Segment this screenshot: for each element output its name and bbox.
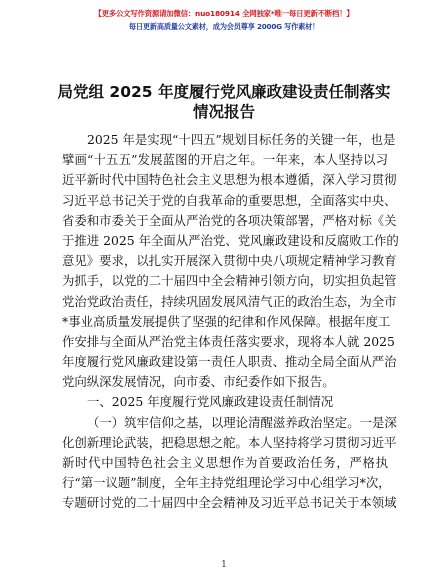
body-line: 于推进 2025 年全面从严治党、党风廉政建设和反腐败工作的	[62, 232, 399, 248]
body-line: 擘画“十五五”发展蓝图的开启之年。一年来，本人坚持以习	[62, 152, 388, 168]
body-line: 近平新时代中国特色社会主义思想为根本遵循，深入学习贯彻	[62, 172, 397, 188]
body-line: 为抓手，以党的二十届四中全会精神引领方向，切实担负起管	[62, 273, 397, 289]
body-line: 专题研讨党的二十届四中全会精神及习近平总书记关于本领域	[62, 495, 397, 511]
document-title-line-2: 情况报告	[192, 103, 255, 121]
page-number: 1	[221, 560, 227, 570]
body-line: 年度履行党风廉政建设第一责任人职责、推动全局全面从严治	[62, 354, 397, 370]
body-line: 习近平总书记关于党的自我革命的重要思想，全面落实中央、	[62, 192, 397, 208]
body-line: 作安排与全面从严治党主体责任落实要求，现将本人就 2025	[62, 333, 395, 349]
body-line: 省委和市委关于全面从严治党的各项决策部署，严格对标《关	[62, 212, 397, 228]
promo-banner-line-2: 每日更新高质量公文素材，成为会员尊享 2000G 写作素材！	[128, 22, 320, 31]
document-title-line-1: 局党组 2025 年度履行党风廉政建设责任制落实	[57, 83, 391, 101]
body-line: 化创新理论武装，把稳思想之舵。本人坚持将学习贯彻习近平	[62, 434, 397, 450]
body-line: 新时代中国特色社会主义思想作为首要政治任务，严格执	[62, 455, 388, 470]
body-line: *事业高质量发展提供了坚强的纪律和作风保障。根据年度工	[62, 313, 391, 329]
section-heading: 一、2025 年度履行党风廉政建设责任制情况	[87, 394, 334, 410]
document-body	[62, 130, 399, 514]
body-line: 意见》要求，以扎实开展深入贯彻中央八项规定精神学习教育	[62, 253, 397, 269]
body-line: （一）筑牢信仰之基，以理论清醒滋养政治坚定。一是深	[87, 414, 397, 430]
body-line: 2025 年是实现“十四五”规划目标任务的关键一年，也是	[87, 132, 396, 147]
body-line: 党治党政治责任，持续巩固发展风清气正的政治生态，为全市	[62, 293, 397, 309]
body-line: 行“第一议题”制度，全年主持党组理论学习中心组学习*次，	[62, 475, 391, 491]
promo-banner-line-1: 【更多公文写作资源请加微信：nuo180914 全网独家*唯一每日更新不断档！】	[94, 9, 354, 18]
body-line: 党向纵深发展情况，向市委、市纪委作如下报告。	[62, 374, 335, 390]
